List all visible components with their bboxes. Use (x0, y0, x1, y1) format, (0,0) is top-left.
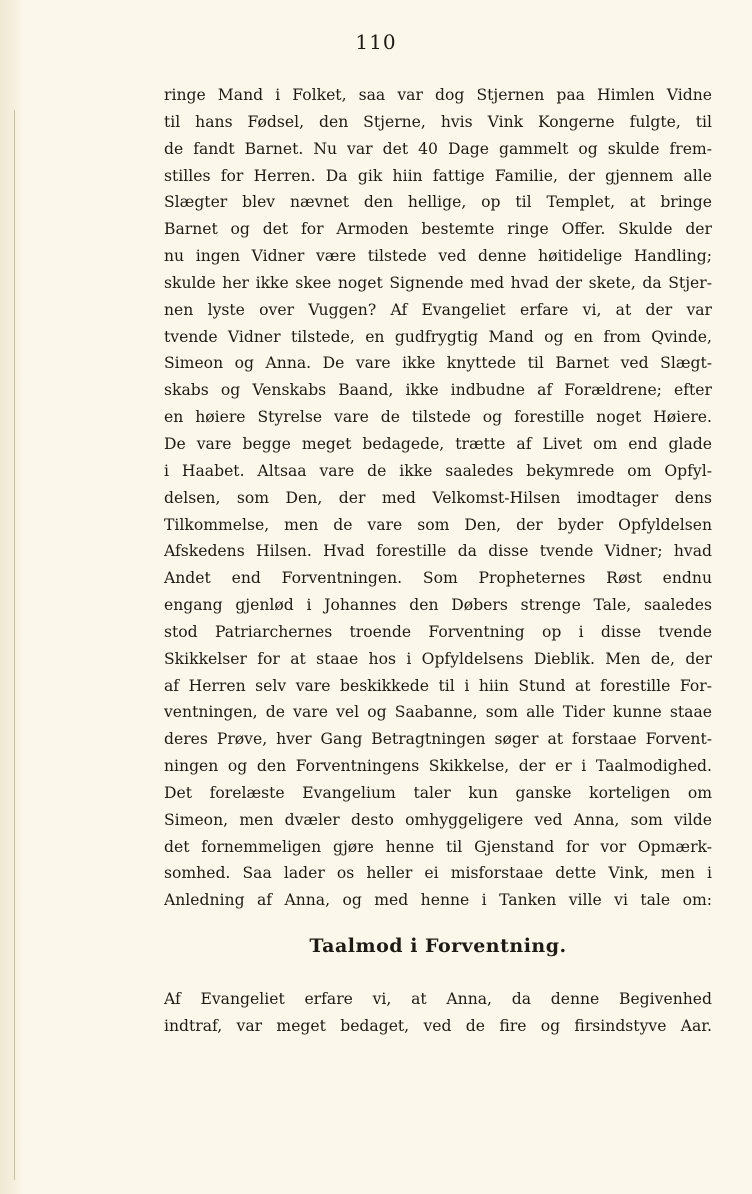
text-line: Simeon og Anna. De vare ikke knyttede til Barnet ved Slægt- (164, 354, 712, 373)
text-line: nen lyste over Vuggen? Af Evangeliet erfare vi, at der var (164, 300, 712, 319)
text-line: Barnet og det for Armoden bestemte ringe Offer. Skulde der (164, 220, 712, 239)
text-line: en høiere Styrelse vare de tilstede og forestille noget Høiere. (164, 408, 712, 427)
text-line: det fornemmeligen gjøre henne til Gjenstand for vor Opmærk- (164, 837, 712, 856)
text-line: nu ingen Vidner være tilstede ved denne høitidelige Handling; (164, 247, 712, 266)
gutter-line (14, 110, 15, 1180)
text-line: deres Prøve, hver Gang Betragtningen søger at forstaae Forvent- (164, 730, 712, 749)
page-spine-shadow (0, 0, 24, 1194)
text-line: Anledning af Anna, og med henne i Tanken ville vi tale om: (164, 891, 712, 910)
body-text (164, 82, 712, 914)
text-line: Simeon, men dvæler desto omhyggeligere ved Anna, som vilde (164, 810, 712, 829)
text-line: skabs og Venskabs Baand, ikke indbudne af Forældrene; efter (164, 381, 712, 400)
text-line: indtraf, var meget bedaget, ved de fire og firsindstyve Aar. (164, 1016, 712, 1035)
text-line: ventningen, de vare vel og Saabanne, som alle Tider kunne staae (164, 703, 712, 722)
text-line: Af Evangeliet erfare vi, at Anna, da denne Begivenhed (164, 990, 712, 1008)
text-line: Det forelæste Evangelium taler kun ganske korteligen om (164, 783, 712, 802)
text-line: De vare begge meget bedagede, trætte af Livet om end glade (164, 434, 712, 453)
text-line: Slægter blev nævnet den hellige, op til Templet, at bringe (164, 193, 712, 212)
text-line: de fandt Barnet. Nu var det 40 Dage gammelt og skulde frem- (164, 139, 712, 158)
text-line: i Haabet. Altsaa vare de ikke saaledes bekymrede om Opfyl- (164, 461, 712, 480)
text-line: engang gjenlød i Johannes den Døbers strenge Tale, saaledes (164, 596, 712, 615)
text-line: til hans Fødsel, den Stjerne, hvis Vink Kongerne fulgte, til (164, 112, 712, 131)
text-line: af Herren selv vare beskikkede til i hiin Stund at forestille For- (164, 676, 712, 695)
text-line: stod Patriarchernes troende Forventning op i disse tvende (164, 622, 712, 641)
text-line: Andet end Forventningen. Som Propheternes Røst endnu (164, 569, 712, 588)
closing-text (164, 986, 712, 1040)
text-line: tvende Vidner tilstede, en gudfrygtig Mand og en from Qvinde, (164, 327, 712, 346)
page-number: 110 (355, 30, 397, 54)
text-line: ringe Mand i Folket, saa var dog Stjernen paa Himlen Vidne (164, 86, 712, 104)
text-line: Afskedens Hilsen. Hvad forestille da disse tvende Vidner; hvad (164, 542, 712, 561)
text-line: Skikkelser for at staae hos i Opfyldelsens Dieblik. Men de, der (164, 649, 712, 668)
text-line: ningen og den Forventningens Skikkelse, der er i Taalmodighed. (164, 757, 712, 776)
text-line: skulde her ikke skee noget Signende med hvad der skete, da Stjer- (164, 273, 712, 292)
text-line: Tilkommelse, men de vare som Den, der byder Opfyldelsen (164, 515, 712, 534)
text-line: stilles for Herren. Da gik hiin fattige Familie, der gjennem alle (164, 166, 712, 185)
text-line: delsen, som Den, der med Velkomst-Hilsen imodtager dens (164, 488, 712, 507)
text-line: somhed. Saa lader os heller ei misforstaae dette Vink, men i (164, 864, 712, 883)
section-heading: Taalmod i Forventning. (309, 935, 567, 957)
